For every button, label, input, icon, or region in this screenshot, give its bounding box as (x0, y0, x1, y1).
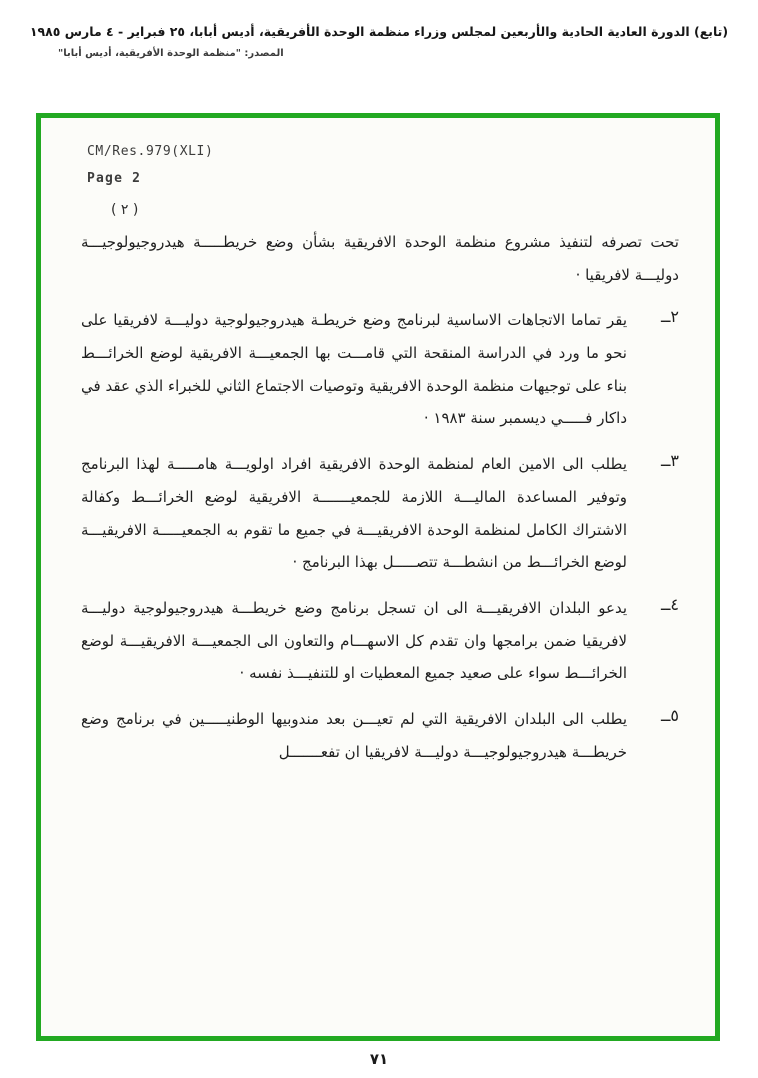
doc-reference: CM/Res.979(XLI) (87, 144, 214, 159)
paragraph-number: ٢ــ (661, 307, 679, 327)
paragraph-text: يدعو البلدان الافريقيـــة الى ان تسجل برنامج وضع خريطـــة هيدروجيولوجية دوليـــة لافريقيا ضمن برامجها وان تقدم كل الاسهـــام والتعاون الى الجمعيـــة الافريقيـــة لوضع الخرائـــط سواء على صعيد جميع المعطيات او للتنفيـــذ نفسه · (81, 598, 627, 683)
paragraph-2 (81, 304, 679, 435)
paragraph-text: يقر تماما الاتجاهات الاساسية لبرنامج وضع خريطـة هيدروجيولوجية دوليـــة لافريقيا على نحو ما ورد في الدراسة المنقحة التي قامـــت بها الجمعيـــة الافريقية لوضع الخرائـــط بناء على توجيهات منظمة الوحدة الافريقية وتوصيات الاجتماع الثاني للخبراء الذي عقد في داكار فـــــي ديسمبر سنة ١٩٨٣ · (81, 311, 627, 428)
paragraph-5 (81, 703, 679, 768)
paragraph-number: ٣ــ (661, 451, 679, 471)
paragraph-4 (81, 592, 679, 690)
document-scan-frame (36, 113, 720, 1041)
page-number: ٧١ (369, 1050, 389, 1068)
section-marker: ( ٢ ) (111, 202, 139, 218)
paragraph-continuation (81, 226, 679, 291)
paragraph-number: ٤ــ (661, 594, 679, 614)
page-header (0, 0, 758, 59)
paragraph-3 (81, 448, 679, 579)
paragraph-list (81, 226, 679, 768)
paragraph-number: ٥ــ (661, 705, 679, 725)
paragraph-text: يطلب الى البلدان الافريقية التي لم تعيـــن بعد مندوبيها الوطنيـــــين في برنامج وضع خريطـــة هيدروجيولوجيـــة دوليـــة لافريقيا ان تفعـــــــل (81, 709, 627, 761)
paragraph-text: تحت تصرفه لتنفيذ مشروع منظمة الوحدة الافريقية بشأن وضع خريطـــــة هيدروجيولوجيـــة دوليـــة لافريقيا · (81, 233, 679, 284)
header-source-note: المصدر: "منظمة الوحدة الأفريقية، أديس أبابا" (58, 48, 284, 59)
header-title: (تابع) الدورة العادية الحادية والأربعين لمجلس وزراء منظمة الوحدة الأفريقية، أديس أبابا، ٢٥ فبراير - ٤ مارس ١٩٨٥ (29, 24, 729, 39)
doc-page-label: Page 2 (87, 171, 142, 186)
paragraph-text: يطلب الى الامين العام لمنظمة الوحدة الافريقية افراد اولويـــة هامـــــة لهذا البرنامج وتوفير المساعدة الماليـــة اللازمة للجمعيـــــــة الافريقية لوضع الخرائـــط وكفالة الاشتراك الكامل لمنظمة الوحدة الافريقيـــة في جميع ما تقوم به الجمعيـــــة الافريقيـــة لوضع الخرائـــط من انشطـــة تتصـــــل بهذا البرنامج · (81, 455, 627, 572)
